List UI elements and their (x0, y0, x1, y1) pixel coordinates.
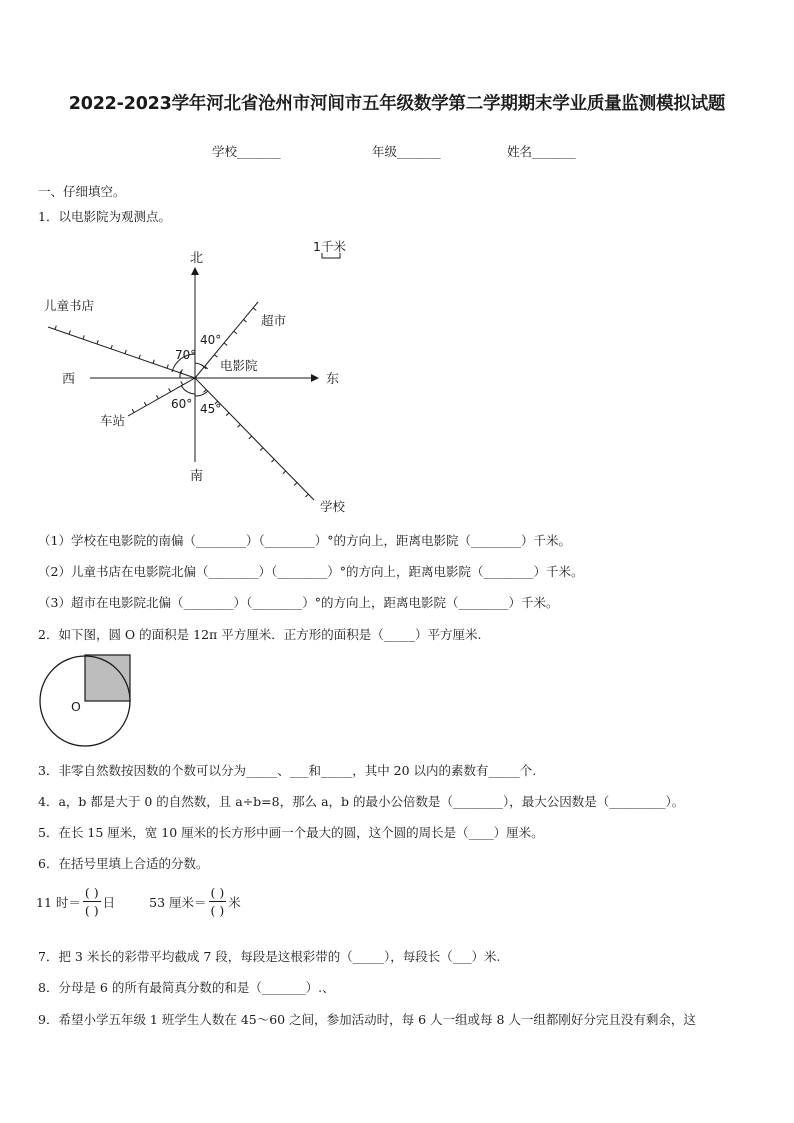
q5: 5．在长 15 厘米，宽 10 厘米的长方形中画一个最大的圆，这个圆的周长是（____）厘米。 (38, 825, 544, 840)
ray-tick (125, 350, 126, 354)
ray-tick (97, 340, 98, 344)
label-east: 东 (326, 372, 340, 387)
label-west: 西 (62, 372, 76, 387)
section-heading: 一、仔细填空。 (38, 184, 126, 199)
ray-tick (55, 326, 56, 330)
q6-fractions (36, 884, 241, 919)
q6-fraction-1 (83, 884, 101, 919)
circle-square-figure (36, 652, 136, 752)
ray-tick (243, 320, 246, 323)
q6-part1-prefix: 11 时＝ (36, 894, 81, 910)
ray-tick (226, 413, 229, 416)
ray-tick (214, 355, 217, 358)
label-angle-45: 45° (200, 402, 222, 416)
ray-tick (139, 355, 140, 359)
ray-tick (234, 331, 237, 334)
q2-stem: 2．如下图，圆 O 的面积是 12π 平方厘米．正方形的面积是（_____）平方厘米. (38, 627, 482, 642)
direction-diagram (0, 230, 400, 520)
ray-tick (144, 402, 146, 405)
ray-tick (253, 308, 256, 311)
q7: 7．把 3 米长的彩带平均截成 7 段，每段是这根彩带的（_____），每段长（___）米. (38, 949, 501, 964)
ray-tick (224, 343, 227, 346)
q6-fraction-1-num: ( ) (84, 885, 99, 900)
q1-sub3: （3）超市在电影院北偏（________）（________）°的方向上，距离电影院（________）千米。 (38, 595, 559, 610)
label-o: O (71, 699, 81, 714)
q6-part1-suffix: 日 (102, 894, 116, 910)
ray-tick (283, 471, 286, 474)
ray-tick (203, 390, 206, 393)
q6-fraction-1-den: ( ) (84, 903, 99, 918)
label-north: 北 (190, 251, 204, 266)
label-station: 车站 (100, 413, 126, 428)
name-field: 姓名_______ (507, 144, 576, 159)
q6-part2-suffix: 米 (228, 894, 241, 910)
ray-tick (294, 483, 297, 486)
label-angle-70: 70° (175, 348, 197, 362)
ray-tick (260, 448, 263, 451)
arc-60 (181, 385, 195, 394)
label-angle-60: 60° (171, 397, 193, 411)
q6-fraction-2 (209, 884, 227, 919)
school-field: 学校_______ (212, 144, 281, 159)
label-cinema: 电影院 (220, 358, 258, 373)
label-supermarket: 超市 (261, 313, 287, 328)
arc-45 (195, 391, 208, 396)
q3: 3．非零自然数按因数的个数可以分为_____、___和_____，其中 20 以内的素数有_____个. (38, 763, 537, 778)
q8: 8．分母是 6 的所有最简真分数的和是（_______）.、 (38, 980, 335, 995)
ray-tick (167, 365, 168, 369)
ray-tick (69, 331, 70, 335)
ray-tick (181, 381, 183, 384)
ray-tick (169, 388, 171, 391)
q6-part2-prefix: 53 厘米＝ (149, 894, 207, 910)
q1-sub1: （1）学校在电影院的南偏（________）（________）°的方向上，距离电影院（________）千米。 (38, 533, 571, 548)
ray-tick (271, 459, 274, 462)
label-angle-40: 40° (200, 333, 222, 347)
page-title: 2022-2023学年河北省沧州市河间市五年级数学第二学期期末学业质量监测模拟试题 (68, 94, 726, 114)
q6-stem: 6．在括号里填上合适的分数。 (38, 856, 209, 871)
ray-tick (249, 436, 252, 439)
q1-sub2: （2）儿童书店在电影院北偏（________）（________）°的方向上，距离电影院（________）千米。 (38, 564, 584, 579)
grade-field: 年级_______ (372, 144, 441, 159)
ray-tick (305, 494, 308, 497)
scale-label: 1千米 (313, 239, 346, 254)
label-south: 南 (190, 469, 204, 484)
q6-fraction-2-den: ( ) (210, 903, 225, 918)
label-bookstore: 儿童书店 (44, 298, 95, 313)
q6-fraction-2-num: ( ) (210, 885, 225, 900)
ray-tick (237, 424, 240, 427)
ray-tick (111, 345, 112, 349)
label-school: 学校 (320, 499, 346, 514)
q1-stem: 1．以电影院为观测点。 (38, 209, 171, 224)
ray-school (195, 378, 314, 500)
ray-tick (156, 395, 158, 398)
ray-tick (132, 409, 134, 412)
ray-tick (153, 360, 154, 364)
q9: 9．希望小学五年级 1 班学生人数在 45～60 之间，参加活动时，每 6 人一组或每 8 人一组都刚好分完且没有剩余，这 (38, 1012, 696, 1027)
ray-tick (83, 335, 84, 339)
q4: 4．a，b 都是大于 0 的自然数，且 a÷b=8，那么 a，b 的最小公倍数是（________），最大公因数是（_________）。 (38, 794, 685, 809)
